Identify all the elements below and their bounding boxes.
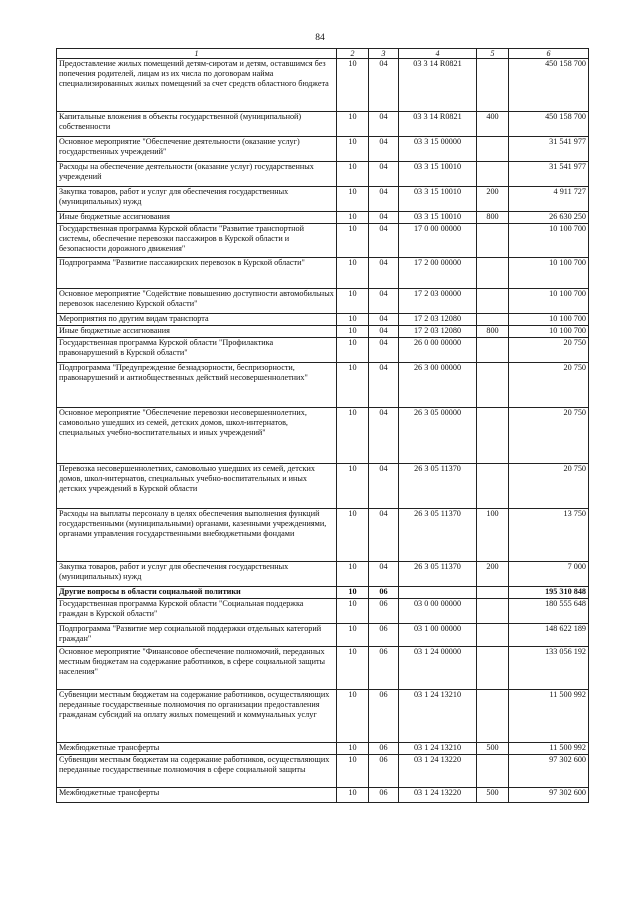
page-number: 84 — [315, 33, 325, 43]
cell-pr: 04 — [369, 59, 399, 112]
table-row — [57, 509, 589, 562]
table-row — [57, 599, 589, 624]
cell-vr: 100 — [477, 509, 509, 562]
cell-csr: 03 3 14 R0821 — [399, 112, 477, 137]
cell-sum: 20 750 — [509, 363, 589, 408]
table-row — [57, 755, 589, 788]
table-row — [57, 326, 589, 338]
cell-vr — [477, 647, 509, 690]
cell-name: Основное мероприятие "Содействие повышению доступности автомобильных перевозок населению Курской области" — [57, 289, 337, 314]
cell-csr — [399, 587, 477, 599]
cell-name: Перевозка несовершеннолетних, самовольно ушедших из семей, детских домов, школ-интернатов, специальных учебно-воспитательных и иных детских учреждений в Курской области — [57, 464, 337, 509]
cell-vr: 200 — [477, 562, 509, 587]
header-cell-rz: 2 — [337, 49, 369, 59]
cell-name: Мероприятия по другим видам транспорта — [57, 314, 337, 326]
cell-name: Государственная программа Курской области "Профилактика правонарушений в Курской области" — [57, 338, 337, 363]
table-row — [57, 314, 589, 326]
cell-rz: 10 — [337, 289, 369, 314]
table-row — [57, 562, 589, 587]
cell-pr: 04 — [369, 112, 399, 137]
cell-rz: 10 — [337, 224, 369, 258]
cell-pr: 06 — [369, 624, 399, 647]
cell-sum: 7 000 — [509, 562, 589, 587]
table-row — [57, 289, 589, 314]
cell-name: Другие вопросы в области социальной политики — [57, 587, 337, 599]
cell-name: Субвенции местным бюджетам на содержание работников, осуществляющих переданные государственные полномочия по организации предоставления гражданам субсидий на оплату жилых помещений и коммунальных услуг — [57, 690, 337, 743]
cell-sum: 10 100 700 — [509, 289, 589, 314]
header-cell-name: 1 — [57, 49, 337, 59]
cell-rz: 10 — [337, 599, 369, 624]
cell-rz: 10 — [337, 743, 369, 755]
table-row — [57, 408, 589, 464]
table-row — [57, 743, 589, 755]
cell-csr: 17 0 00 00000 — [399, 224, 477, 258]
cell-csr: 26 3 05 11370 — [399, 562, 477, 587]
cell-name: Расходы на выплаты персоналу в целях обеспечения выполнения функций государственными (муниципальными) органами, казенными учреждениями, органами управления государственными внебюджетными фондами — [57, 509, 337, 562]
cell-vr — [477, 289, 509, 314]
cell-sum: 20 750 — [509, 464, 589, 509]
cell-sum: 10 100 700 — [509, 326, 589, 338]
cell-rz: 10 — [337, 587, 369, 599]
cell-sum: 26 630 250 — [509, 212, 589, 224]
cell-vr: 400 — [477, 112, 509, 137]
cell-rz: 10 — [337, 408, 369, 464]
header-cell-pr: 3 — [369, 49, 399, 59]
cell-sum: 133 056 192 — [509, 647, 589, 690]
table-row — [57, 258, 589, 289]
cell-pr: 04 — [369, 464, 399, 509]
budget-table — [56, 48, 589, 803]
cell-vr — [477, 363, 509, 408]
cell-vr — [477, 408, 509, 464]
header-cell-csr: 4 — [399, 49, 477, 59]
cell-name: Основное мероприятие "Обеспечение перевозки несовершеннолетних, самовольно ушедших из семей, детских домов, школ-интернатов, специальных учебно-воспитательных и иных учреждений" — [57, 408, 337, 464]
table-row — [57, 647, 589, 690]
cell-sum: 10 100 700 — [509, 314, 589, 326]
cell-csr: 03 3 15 00000 — [399, 137, 477, 162]
cell-sum: 20 750 — [509, 408, 589, 464]
cell-sum: 10 100 700 — [509, 258, 589, 289]
cell-pr: 06 — [369, 647, 399, 690]
cell-rz: 10 — [337, 647, 369, 690]
cell-sum: 450 158 700 — [509, 59, 589, 112]
cell-csr: 17 2 03 00000 — [399, 289, 477, 314]
cell-name: Иные бюджетные ассигнования — [57, 212, 337, 224]
budget-table-body — [57, 49, 589, 803]
cell-rz: 10 — [337, 112, 369, 137]
cell-rz: 10 — [337, 162, 369, 187]
cell-pr: 04 — [369, 509, 399, 562]
cell-name: Основное мероприятие "Обеспечение деятельности (оказание услуг) государственных учреждений" — [57, 137, 337, 162]
cell-name: Государственная программа Курской области "Социальная поддержка граждан в Курской области" — [57, 599, 337, 624]
cell-name: Межбюджетные трансферты — [57, 788, 337, 803]
cell-csr: 17 2 03 12080 — [399, 314, 477, 326]
cell-csr: 26 3 05 11370 — [399, 464, 477, 509]
cell-csr: 26 3 05 11370 — [399, 509, 477, 562]
cell-sum: 4 911 727 — [509, 187, 589, 212]
cell-vr: 500 — [477, 788, 509, 803]
cell-rz: 10 — [337, 363, 369, 408]
cell-vr — [477, 624, 509, 647]
cell-rz: 10 — [337, 59, 369, 112]
cell-rz: 10 — [337, 755, 369, 788]
cell-pr: 04 — [369, 162, 399, 187]
cell-name: Подпрограмма "Развитие мер социальной поддержки отдельных категорий граждан" — [57, 624, 337, 647]
table-row — [57, 187, 589, 212]
table-row — [57, 624, 589, 647]
cell-pr: 04 — [369, 326, 399, 338]
cell-sum: 148 622 189 — [509, 624, 589, 647]
cell-csr: 03 1 24 13210 — [399, 690, 477, 743]
cell-vr — [477, 137, 509, 162]
cell-vr — [477, 690, 509, 743]
cell-pr: 04 — [369, 408, 399, 464]
cell-sum: 97 302 600 — [509, 788, 589, 803]
cell-name: Предоставление жилых помещений детям-сиротам и детям, оставшимся без попечения родителей, лицам из их числа по договорам найма специализированных жилых помещений за счет средств областного бюджета — [57, 59, 337, 112]
cell-sum: 450 158 700 — [509, 112, 589, 137]
cell-name: Расходы на обеспечение деятельности (оказание услуг) государственных учреждений — [57, 162, 337, 187]
cell-rz: 10 — [337, 788, 369, 803]
cell-sum: 13 750 — [509, 509, 589, 562]
cell-vr — [477, 162, 509, 187]
cell-sum: 11 500 992 — [509, 690, 589, 743]
cell-rz: 10 — [337, 509, 369, 562]
cell-name: Капитальные вложения в объекты государственной (муниципальной) собственности — [57, 112, 337, 137]
cell-name: Основное мероприятие "Финансовое обеспечение полномочий, переданных местным бюджетам на содержание работников, в сфере социальной защиты населения" — [57, 647, 337, 690]
cell-vr — [477, 224, 509, 258]
cell-name: Подпрограмма "Развитие пассажирских перевозок в Курской области" — [57, 258, 337, 289]
cell-vr: 200 — [477, 187, 509, 212]
cell-rz: 10 — [337, 562, 369, 587]
table-row — [57, 338, 589, 363]
table-row — [57, 788, 589, 803]
cell-rz: 10 — [337, 314, 369, 326]
cell-name: Закупка товаров, работ и услуг для обеспечения государственных (муниципальных) нужд — [57, 562, 337, 587]
table-row — [57, 212, 589, 224]
cell-rz: 10 — [337, 326, 369, 338]
cell-vr — [477, 59, 509, 112]
cell-vr: 800 — [477, 212, 509, 224]
cell-rz: 10 — [337, 258, 369, 289]
cell-vr — [477, 258, 509, 289]
cell-pr: 04 — [369, 212, 399, 224]
cell-pr: 04 — [369, 562, 399, 587]
cell-name: Иные бюджетные ассигнования — [57, 326, 337, 338]
cell-csr: 03 0 00 00000 — [399, 599, 477, 624]
cell-sum: 11 500 992 — [509, 743, 589, 755]
cell-sum: 20 750 — [509, 338, 589, 363]
cell-vr — [477, 314, 509, 326]
cell-rz: 10 — [337, 187, 369, 212]
cell-csr: 26 3 05 00000 — [399, 408, 477, 464]
cell-pr: 04 — [369, 363, 399, 408]
cell-csr: 03 1 24 13210 — [399, 743, 477, 755]
cell-pr: 06 — [369, 587, 399, 599]
cell-pr: 04 — [369, 289, 399, 314]
cell-vr — [477, 338, 509, 363]
cell-csr: 26 3 00 00000 — [399, 363, 477, 408]
table-row — [57, 224, 589, 258]
cell-rz: 10 — [337, 212, 369, 224]
cell-rz: 10 — [337, 137, 369, 162]
cell-sum: 180 555 648 — [509, 599, 589, 624]
cell-csr: 26 0 00 00000 — [399, 338, 477, 363]
table-row — [57, 587, 589, 599]
cell-pr: 04 — [369, 187, 399, 212]
cell-rz: 10 — [337, 690, 369, 743]
cell-vr: 500 — [477, 743, 509, 755]
header-cell-vr: 5 — [477, 49, 509, 59]
cell-sum: 195 310 848 — [509, 587, 589, 599]
table-row — [57, 137, 589, 162]
cell-sum: 31 541 977 — [509, 137, 589, 162]
cell-pr: 06 — [369, 743, 399, 755]
cell-name: Государственная программа Курской области "Развитие транспортной системы, обеспечение перевозки пассажиров в Курской области и безопасности дорожного движения" — [57, 224, 337, 258]
table-header-row — [57, 49, 589, 59]
cell-pr: 04 — [369, 314, 399, 326]
cell-csr: 03 1 24 13220 — [399, 755, 477, 788]
cell-rz: 10 — [337, 464, 369, 509]
cell-pr: 06 — [369, 599, 399, 624]
cell-rz: 10 — [337, 338, 369, 363]
table-row — [57, 464, 589, 509]
cell-pr: 04 — [369, 137, 399, 162]
cell-vr — [477, 464, 509, 509]
cell-name: Подпрограмма "Предупреждение безнадзорности, беспризорности, правонарушений и антиобщественных действий несовершеннолетних" — [57, 363, 337, 408]
cell-name: Закупка товаров, работ и услуг для обеспечения государственных (муниципальных) нужд — [57, 187, 337, 212]
cell-vr — [477, 755, 509, 788]
table-row — [57, 59, 589, 112]
cell-pr: 04 — [369, 258, 399, 289]
cell-vr — [477, 599, 509, 624]
cell-sum: 97 302 600 — [509, 755, 589, 788]
cell-pr: 06 — [369, 690, 399, 743]
cell-csr: 03 1 24 13220 — [399, 788, 477, 803]
header-cell-sum: 6 — [509, 49, 589, 59]
cell-name: Межбюджетные трансферты — [57, 743, 337, 755]
table-row — [57, 363, 589, 408]
cell-csr: 03 1 24 00000 — [399, 647, 477, 690]
cell-csr: 03 3 15 10010 — [399, 187, 477, 212]
cell-csr: 03 3 15 10010 — [399, 212, 477, 224]
cell-rz: 10 — [337, 624, 369, 647]
cell-name: Субвенции местным бюджетам на содержание работников, осуществляющих переданные государственные полномочия в сфере социальной защиты — [57, 755, 337, 788]
cell-vr: 800 — [477, 326, 509, 338]
cell-csr: 03 1 00 00000 — [399, 624, 477, 647]
cell-pr: 04 — [369, 338, 399, 363]
cell-pr: 04 — [369, 224, 399, 258]
table-row — [57, 690, 589, 743]
cell-pr: 06 — [369, 788, 399, 803]
cell-csr: 17 2 00 00000 — [399, 258, 477, 289]
table-row — [57, 112, 589, 137]
table-row — [57, 162, 589, 187]
cell-csr: 03 3 14 R0821 — [399, 59, 477, 112]
cell-pr: 06 — [369, 755, 399, 788]
cell-sum: 31 541 977 — [509, 162, 589, 187]
cell-csr: 17 2 03 12080 — [399, 326, 477, 338]
cell-sum: 10 100 700 — [509, 224, 589, 258]
cell-vr — [477, 587, 509, 599]
cell-csr: 03 3 15 10010 — [399, 162, 477, 187]
